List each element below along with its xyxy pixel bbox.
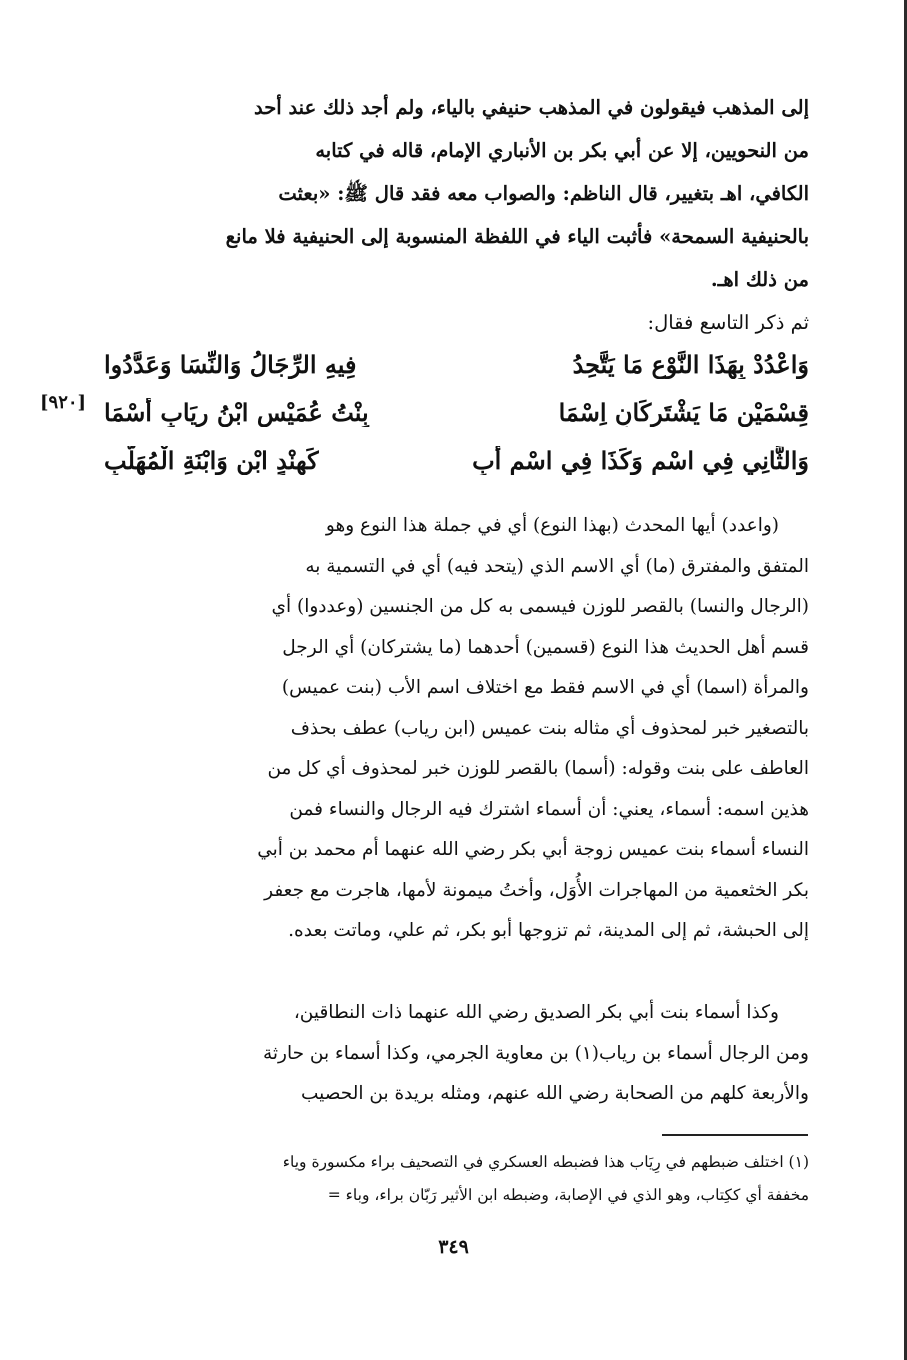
verse-first-hemistich: وَالثَّانِي فِي اسْمٍ وَكَذَا فِي اسْمِ أَبِ: [472, 445, 809, 475]
intro-line: الكافي، اهـ بتغيير، قال الناظم: والصواب معه فقد قال ﷺ: «بعثت: [278, 182, 809, 205]
commentary-line: بالتصغير خبر لمحذوف أي مثاله بنت عميس (ابن رياب) عطف بحذف: [290, 717, 809, 739]
commentary-line: بكر الخثعمية من المهاجرات الأُوَل، وأختُ ميمونة لأمها، هاجرت مع جعفر: [264, 879, 809, 901]
footnote-divider: [662, 1134, 808, 1136]
intro-line: من النحويين، إلا عن أبي بكر بن الأنباري الإمام، قاله في كتابه: [315, 139, 809, 162]
intro-line: من ذلك اهـ.: [710, 268, 809, 291]
verse-second-hemistich: بِنْتُ عُمَيْسٍ ابْنُ رِيَابٍ أَسْمَا: [104, 397, 369, 427]
verse-number: [٩٢٠]: [40, 392, 87, 413]
verse-first-hemistich: قِسْمَيْنِ مَا يَشْتَرِكَانِ اِسْمَا: [558, 397, 809, 427]
commentary-line: (واعدد) أيها المحدث (بهذا النوع) أي في جملة هذا النوع وهو: [325, 515, 779, 536]
page-number: ٣٤٩: [438, 1236, 469, 1258]
commentary-line: العاطف على بنت وقوله: (أسما) بالقصر للوزن خبر لمحذوف أي كل من: [267, 758, 809, 779]
footnote-line: مخففة أي ككِتاب، وهو الذي في الإصابة، وضبطه ابن الأثير رَبّان براء، وباء =: [327, 1186, 809, 1204]
commentary-line: (الرجال والنسا) بالقصر للوزن فيسمى به كل من الجنسين (وعددوا) أي: [271, 596, 809, 617]
commentary-line: والمرأة (اسما) أي في الاسم فقط مع اختلاف اسم الأب (بنت عميس): [281, 677, 809, 698]
footnote-line: (١) اختلف ضبطهم في رِيَاب هذا فضبطه العسكري في التصحيف براء مكسورة وياء: [282, 1153, 809, 1171]
paragraph-line: وكذا أسماء بنت أبي بكر الصديق رضي الله عنهما ذات النطاقين،: [293, 1002, 779, 1023]
commentary-line: النساء أسماء بنت عميس زوجة أبي بكر رضي الله عنهما أم محمد بن أبي: [257, 839, 809, 860]
intro-paragraph: [104, 86, 809, 344]
intro-line: إلى المذهب فيقولون في المذهب حنيفي بالياء، ولم أجد ذلك عند أحد: [253, 96, 809, 119]
verse-row: [104, 436, 809, 484]
commentary-paragraph: [104, 506, 809, 952]
commentary-line: المتفق والمفترق (ما) أي الاسم الذي (يتحد فيه) أي في التسمية به: [305, 555, 809, 577]
verse-row: [104, 388, 809, 436]
commentary-line: هذين اسمه: أسماء، يعني: أن أسماء اشترك فيه الرجال والنساء فمن: [289, 798, 809, 820]
verse-second-hemistich: فِيهِ الرِّجَالُ وَالنِّسَا وَعَدَّدُوا: [104, 349, 357, 379]
intro-line: بالحنيفية السمحة» فأثبت الياء في اللفظة المنسوبة إلى الحنيفية فلا مانع: [225, 225, 809, 248]
footnote: [104, 1146, 809, 1212]
commentary-line: إلى الحبشة، ثم إلى المدينة، ثم تزوجها أبو بكر، ثم علي، وماتت بعده.: [288, 920, 809, 941]
verse-first-hemistich: وَاعْدُدْ بِهَذَا النَّوْعِ مَا يَتَّحِدُ: [572, 349, 809, 379]
paragraph-line: ومن الرجال أسماء بن رياب(١) بن معاوية الجرمي، وكذا أسماء بن حارثة: [262, 1042, 809, 1064]
verse-row: [104, 340, 809, 388]
verse-introduction: ثم ذكر التاسع فقال:: [647, 311, 809, 334]
verse-second-hemistich: كَهِنْدٍ ابْنٍ وَابْنَةِ الْمُهَلَّبِ: [104, 445, 319, 475]
paragraph-line: والأربعة كلهم من الصحابة رضي الله عنهم، ومثله بريدة بن الحصيب: [300, 1083, 809, 1104]
commentary-line: قسم أهل الحديث هذا النوع (قسمين) أحدهما (ما يشتركان) أي الرجل: [282, 636, 809, 658]
second-paragraph: [104, 993, 809, 1115]
poem-verses: [104, 340, 809, 484]
